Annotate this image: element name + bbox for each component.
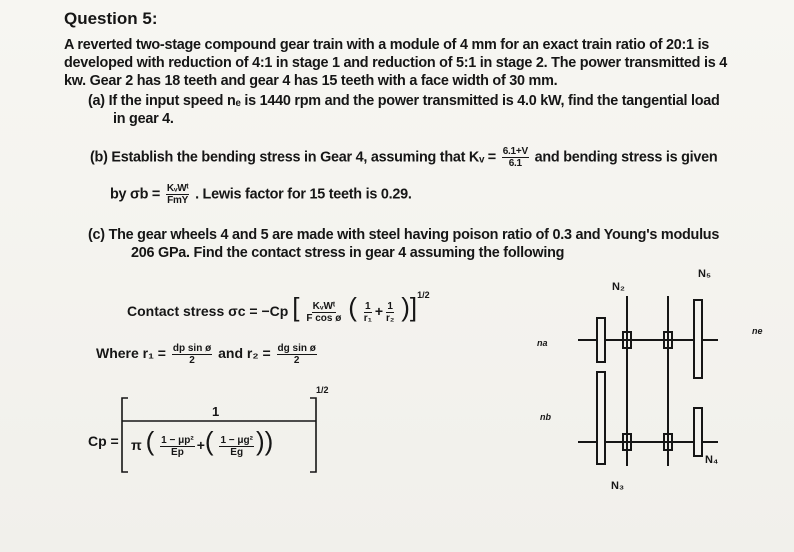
bending-denominator: FmY <box>167 195 189 206</box>
r2-reciprocal: $\frac{1}{\text{r₂}}$ <box>386 300 395 324</box>
r2-fraction: $\frac{\text{dg sin ø}}{2}$ <box>277 343 316 366</box>
cp-numerator: 1 <box>212 404 220 419</box>
kv-denominator: 6.1 <box>508 158 522 169</box>
gear-4-shape <box>694 408 702 456</box>
contact-stress-label: Contact stress σc = −Cp <box>127 303 289 319</box>
label-n5: N₅ <box>698 268 711 280</box>
problem-line-2: developed with reduction of 4:1 in stage 1 and reduction of 5:1 in stage 2. The power transmitted is 4 <box>64 55 727 71</box>
gear-5-shape <box>694 300 702 378</box>
part-c-line-2: 206 GPa. Find the contact stress in gear 4 assuming the following <box>131 245 565 261</box>
question-title: Question 5: <box>64 9 158 28</box>
label-na: na <box>537 338 548 348</box>
label-n2: N₂ <box>612 281 625 293</box>
gear-3-shape <box>597 372 605 464</box>
r1-reciprocal: $\frac{1}{\text{r₁}}$ <box>363 300 372 324</box>
part-a-line-1: (a) If the input speed nₑ is 1440 rpm and the power transmitted is 4.0 kW, find the tangential load <box>88 93 720 109</box>
where-r1: Where r₁ = <box>96 345 166 362</box>
exponent-half-1: 1/2 <box>417 290 430 300</box>
bending-numerator: KᵥWᵗ <box>166 183 189 194</box>
part-b-text-start: (b) Establish the bending stress in Gear 4, assuming that Kᵥ = <box>90 149 496 166</box>
contact-numerator: KᵥWᵗ <box>312 300 336 312</box>
part-b-by-sigma: by σb = <box>110 186 161 203</box>
r1-fraction: $\frac{\text{dp sin ø}}{2}$ <box>172 343 212 366</box>
problem-line-1: A reverted two-stage compound gear train with a module of 4 mm for an exact train ratio of 20:1 is <box>64 37 710 53</box>
label-n3: N₃ <box>611 480 625 492</box>
part-b-text-end: and bending stress is given <box>534 149 718 166</box>
gear-term: $\frac{\text{1 − μg²}}{Eg}$ <box>220 434 253 458</box>
problem-line-3: kw. Gear 2 has 18 teeth and gear 4 has 15 teeth with a face width of 30 mm. <box>64 73 558 89</box>
part-b-lewis: . Lewis factor for 15 teeth is 0.29. <box>195 186 412 203</box>
gear-2-shape <box>597 318 605 362</box>
label-n4: N₄ <box>705 454 719 466</box>
cp-label: Cp = <box>88 433 119 449</box>
contact-stress-formula: Contact stress σc = −Cp [ $\frac{\text{KᵥWᵗ}}{\text{F cos ø}}$ ( $\frac{1}{\text{r₁}}$ + $\frac{1}{\text{r₂}}$ )]$^{1/2}$ <box>127 290 430 324</box>
part-a-line-2: in gear 4. <box>113 111 174 127</box>
part-c-line-1: (c) The gear wheels 4 and 5 are made with steel having poison ratio of 0.3 and Young's modulus <box>88 227 720 243</box>
exponent-half-2: 1/2 <box>316 385 329 395</box>
and-r2: and r₂ = <box>218 345 271 362</box>
label-ne: ne <box>752 326 763 336</box>
label-nb: nb <box>540 412 551 422</box>
pinion-term: $\frac{\text{1 − μp²}}{Ep}$ <box>161 434 194 458</box>
kv-numerator: 6.1+V <box>502 146 528 157</box>
contact-denominator: F cos ø <box>306 312 342 324</box>
cp-denominator: π ( $\frac{\text{1 − μp²}}{Ep}$ +( $\frac{\text{1 − μg²}}{Eg}$ )) <box>131 426 274 458</box>
